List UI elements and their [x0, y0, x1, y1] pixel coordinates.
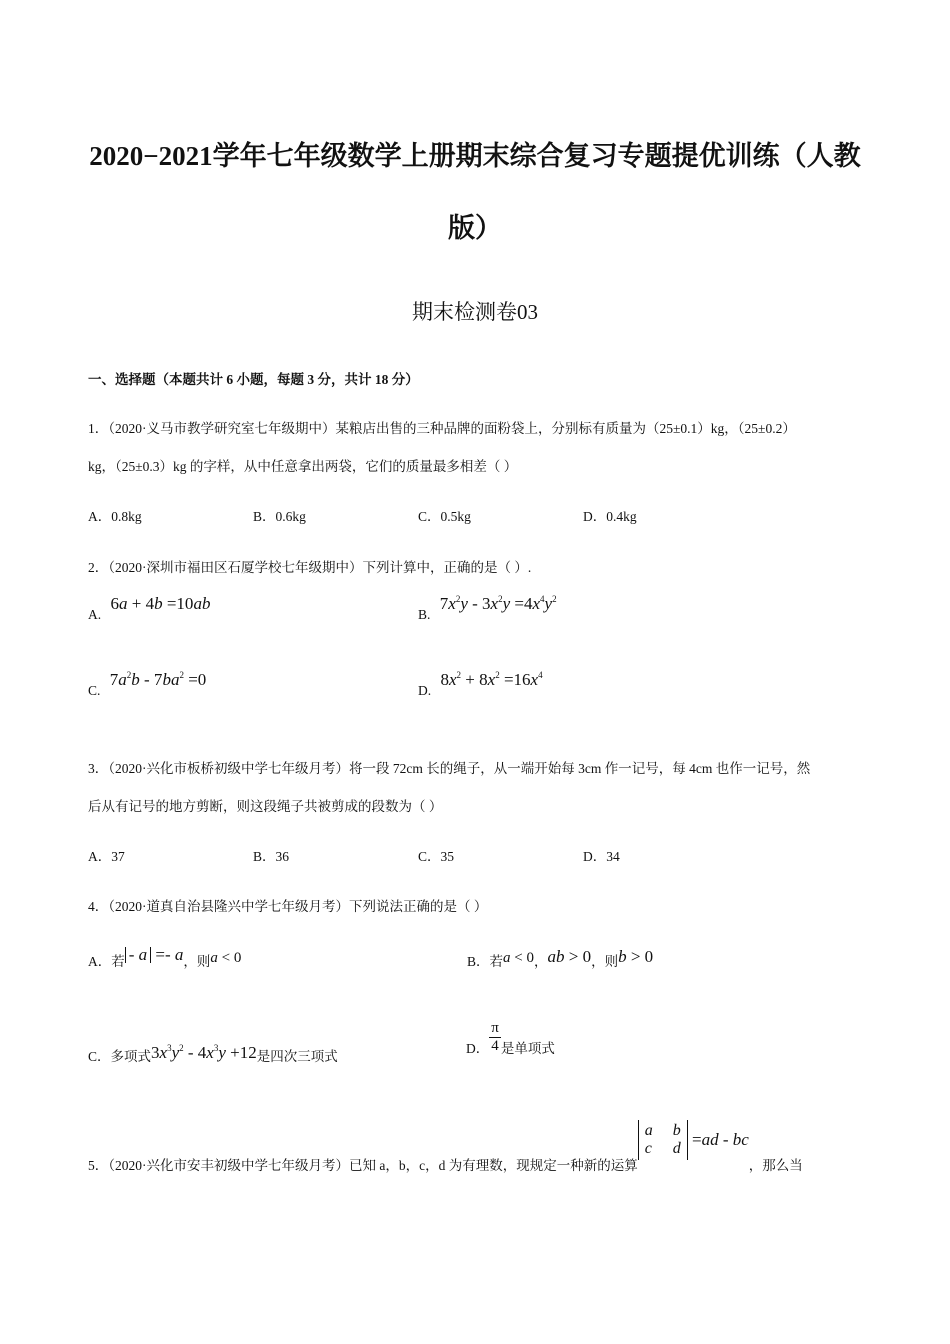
- q4-option-b-mid: ，则: [591, 954, 619, 969]
- q5-determinant-rule: =ad - bc: [687, 1130, 749, 1150]
- q2-option-a[interactable]: [88, 594, 211, 624]
- q4-option-a[interactable]: [88, 945, 242, 971]
- q3-option-d[interactable]: D．34: [583, 849, 620, 864]
- q5-determinant: a b c d: [638, 1120, 688, 1160]
- q4-option-b-condition1: a < 0: [503, 950, 534, 966]
- q2-option-a-label: A.: [88, 607, 102, 622]
- q2-option-a-formula: 6a + 4b =10ab: [110, 594, 211, 613]
- q4-option-c[interactable]: [88, 1045, 338, 1066]
- document-title-line2: 版）: [448, 213, 502, 243]
- q4-option-d-prefix: D．: [466, 1040, 490, 1056]
- q3-option-a[interactable]: A．37: [88, 849, 125, 864]
- q4-option-d[interactable]: [466, 1020, 555, 1055]
- q4-option-c-prefix: C．多项式: [88, 1049, 152, 1064]
- q5-stem-tail: ，那么当: [748, 1158, 803, 1174]
- q4-option-b-sep: ，: [533, 954, 548, 969]
- q1-stem-line2: kg，（25±0.3）kg 的字样，从中任意拿出两袋，它们的质量最多相差（ ）: [88, 459, 518, 474]
- q2-option-d-formula: $8x^2 + 8x^2 =16x^4$: [440, 670, 543, 689]
- q4-option-c-suffix: 是四次三项式: [256, 1049, 338, 1064]
- q4-option-d-suffix: 是单项式: [500, 1040, 555, 1056]
- q4-option-b-prefix: B．若: [467, 954, 504, 969]
- section-heading-choice: 一、选择题（本题共计 6 小题，每题 3 分，共计 18 分）: [88, 372, 419, 387]
- q4-option-d-fraction: $\frac{\pi}{4}$: [491, 1020, 499, 1054]
- q1-stem-line1: 1．（2020·义马市教学研究室七年级期中）某粮店出售的三种品牌的面粉袋上，分别标有质量为（25±0.1）kg，（25±0.2）: [88, 421, 796, 436]
- q2-option-c-label: C.: [88, 683, 101, 698]
- q4-option-c-polynomial: $3x^3y^2 - 4x^3y +12$: [151, 1043, 257, 1062]
- q4-option-a-condition: - a =- a: [125, 945, 184, 964]
- q2-option-c[interactable]: [88, 670, 207, 700]
- exam-subtitle: 期末检测卷03: [412, 300, 538, 324]
- q2-option-b-formula: $7x^2y - 3x^2y =4x^4y^2$: [439, 594, 557, 613]
- q3-stem-line2: 后从有记号的地方剪断，则这段绳子共被剪成的段数为（ ）: [88, 799, 443, 814]
- q5-stem-text: 5．（2020·兴化市安丰初级中学七年级月考）已知 a，b，c，d 为有理数，现规定一种新的运算: [88, 1158, 638, 1174]
- q2-option-b-label: B.: [418, 607, 431, 622]
- q2-stem: 2．（2020·深圳市福田区石厦学校七年级期中）下列计算中，正确的是（ ）.: [88, 560, 532, 575]
- q4-option-b-condition2: ab > 0: [547, 947, 592, 966]
- q5-stem: [88, 1120, 803, 1174]
- q3-option-b[interactable]: B．36: [253, 849, 290, 864]
- q2-option-b[interactable]: [418, 594, 557, 624]
- q2-option-c-formula: $7a^2b - 7ba^2 =0$: [109, 670, 207, 689]
- q1-option-a[interactable]: A．0.8kg: [88, 509, 142, 524]
- q1-option-c[interactable]: C．0.5kg: [418, 509, 471, 524]
- q4-option-b[interactable]: [467, 947, 654, 971]
- q4-stem: 4．（2020·道真自治县隆兴中学七年级月考）下列说法正确的是（ ）: [88, 899, 488, 914]
- q2-option-d[interactable]: [418, 670, 543, 700]
- q3-option-c[interactable]: C．35: [418, 849, 455, 864]
- q1-option-d[interactable]: D．0.4kg: [583, 509, 637, 524]
- q4-option-a-mid: ，则: [183, 954, 211, 969]
- q3-stem-line1: 3．（2020·兴化市板桥初级中学七年级月考）将一段 72cm 长的绳子，从一端开始每 3cm 作一记号，每 4cm 也作一记号，然: [88, 761, 811, 776]
- document-title-line1: 2020−2021学年七年级数学上册期末综合复习专题提优训练（人教: [89, 141, 861, 171]
- q2-option-d-label: D.: [418, 683, 432, 698]
- q4-option-a-conclusion: a < 0: [210, 950, 242, 966]
- q1-option-b[interactable]: B．0.6kg: [253, 509, 306, 524]
- q4-option-b-conclusion: b > 0: [618, 947, 654, 966]
- q4-option-a-prefix: A．若: [88, 954, 125, 969]
